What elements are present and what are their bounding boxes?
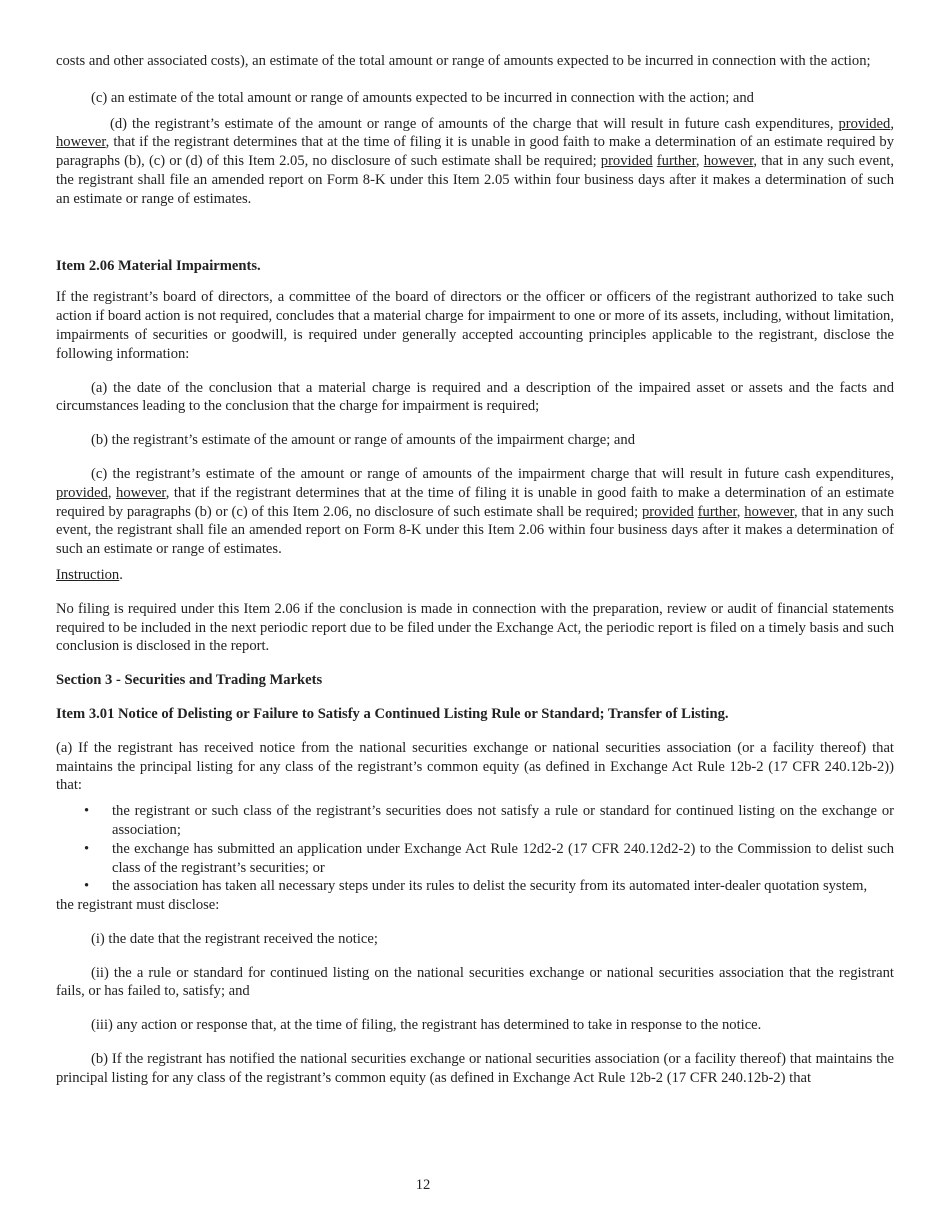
paragraph-301b: (b) If the registrant has notified the national securities exchange or national securities association (or a facility thereof) that maintains the principal listing for any class of the registrant’s common equity (as defined in Exchange Act Rule 12b-2 (17 CFR 240.12b-2) that [56,1051,894,1086]
text-run: , [695,153,700,170]
text-run: , that if the registrant determines that at the time of filing it is unable in good faith to make a determination of an estimate required by paragraphs (b), (c) or (d) of this Item 2.05, no disclosure of such estimate shall be required; [56,134,894,170]
paragraph-205c: (c) an estimate of the total amount or range of amounts expected to be incurred in connection with the action; and [91,89,754,106]
list-item: • the association has taken all necessary steps under its rules to delist the security from its automated inter-dealer quotation system, [112,877,894,896]
page-body [56,52,894,1088]
page-number: 12 [415,1177,431,1193]
text-run: (c) the registrant’s estimate of the amount or range of amounts of the impairment charge that will result in future cash expenditures, [91,465,894,482]
paragraph-301-i: (i) the date that the registrant received the notice; [91,930,378,947]
list-item: • the exchange has submitted an application under Exchange Act Rule 12d2-2 (17 CFR 240.12d2-2) to the Commission to delist such class of the registrant’s securities; or [112,840,894,878]
paragraph-continuation: costs and other associated costs), an estimate of the total amount or range of amounts expected to be incurred in connection with the action; [56,53,871,69]
provided-term: provided [641,503,694,520]
paragraph-301-iii: (iii) any action or response that, at the time of filing, the registrant has determined to take in response to the notice. [91,1017,762,1034]
text-run: , that in any such event, the registrant shall file an amended report on Form 8-K under this Item 2.05 within four business days after it makes a determination of such an estimate or range of estimates. [56,153,894,207]
instruction-heading: Instruction [56,566,120,583]
provided-term: provided [600,153,653,170]
list-item: • the registrant or such class of the registrant’s securities does not satisfy a rule or standard for continued listing on the exchange or association; [112,802,894,840]
section-3-heading: Section 3 - Securities and Trading Markets [56,672,323,689]
item-301-heading: Item 3.01 Notice of Delisting or Failure to Satisfy a Continued Listing Rule or Standard; Transfer of Listing. [56,705,729,722]
further-term: further [697,503,737,520]
instruction-label [56,566,894,585]
paragraph-205d [56,115,894,209]
text-run: , that in any such event, the registrant shall file an amended report on Form 8-K under this Item 2.06 within four business days after it makes a determination of such an estimate or range of estimates. [56,503,894,558]
provided-term: provided [838,115,891,132]
however-term: however [116,484,166,501]
text-run: (d) the registrant’s estimate of the amount or range of amounts of the charge that will result in future cash expenditures, [110,115,834,132]
paragraph-206b: (b) the registrant’s estimate of the amount or range of amounts of the impairment charge; and [91,432,635,449]
paragraph-must-disclose: the registrant must disclose: [56,897,220,914]
paragraph-301a: (a) If the registrant has received notice from the national securities exchange or national securities association (or a facility thereof) that maintains the principal listing for any class of the registrant’s common equity (as defined in Exchange Act Rule 12b-2 (17 CFR 240.12b-2)) that: [56,739,894,794]
however-term: however [744,503,794,520]
however-term: however [703,153,754,170]
text-run: , [890,115,894,132]
condition-list [56,802,894,896]
paragraph-206c [56,465,894,559]
however-term: however [56,134,106,151]
paragraph-206-intro: If the registrant’s board of directors, a committee of the board of directors or the officer or officers of the registrant authorized to take such action if board action is not required, concludes that a material charge for impairment to one or more of its assets, including, without limitation, impairments of securities or goodwill, is required under generally accepted accounting principles applicable to the registrant, disclose the following information: [56,289,894,362]
provided-term: provided [56,484,108,501]
paragraph-206a: (a) the date of the conclusion that a material charge is required and a description of the impaired asset or assets and the facts and circumstances leading to the conclusion that the charge for impairment is required; [56,379,894,415]
paragraph-instruction: No filing is required under this Item 2.06 if the conclusion is made in connection with the preparation, review or audit of financial statements required to be included in the next periodic report due to be filed under the Exchange Act, the periodic report is filed on a timely basis and such conclusion is disclosed in the report. [56,600,894,655]
text-run: , that if the registrant determines that at the time of filing it is unable in good faith to make a determination of an estimate required by paragraphs (b) or (c) of this Item 2.06, no disclosure of such estimate shall be required; [56,484,894,520]
item-206-heading: Item 2.06 Material Impairments. [56,257,261,274]
text-run: , [736,503,741,520]
text-run: . [119,566,123,583]
text-run: , [107,484,112,501]
further-term: further [656,153,696,170]
paragraph-301-ii: (ii) the a rule or standard for continued listing on the national securities exchange or national securities association that the registrant fails, or has failed to, satisfy; and [56,964,894,1000]
